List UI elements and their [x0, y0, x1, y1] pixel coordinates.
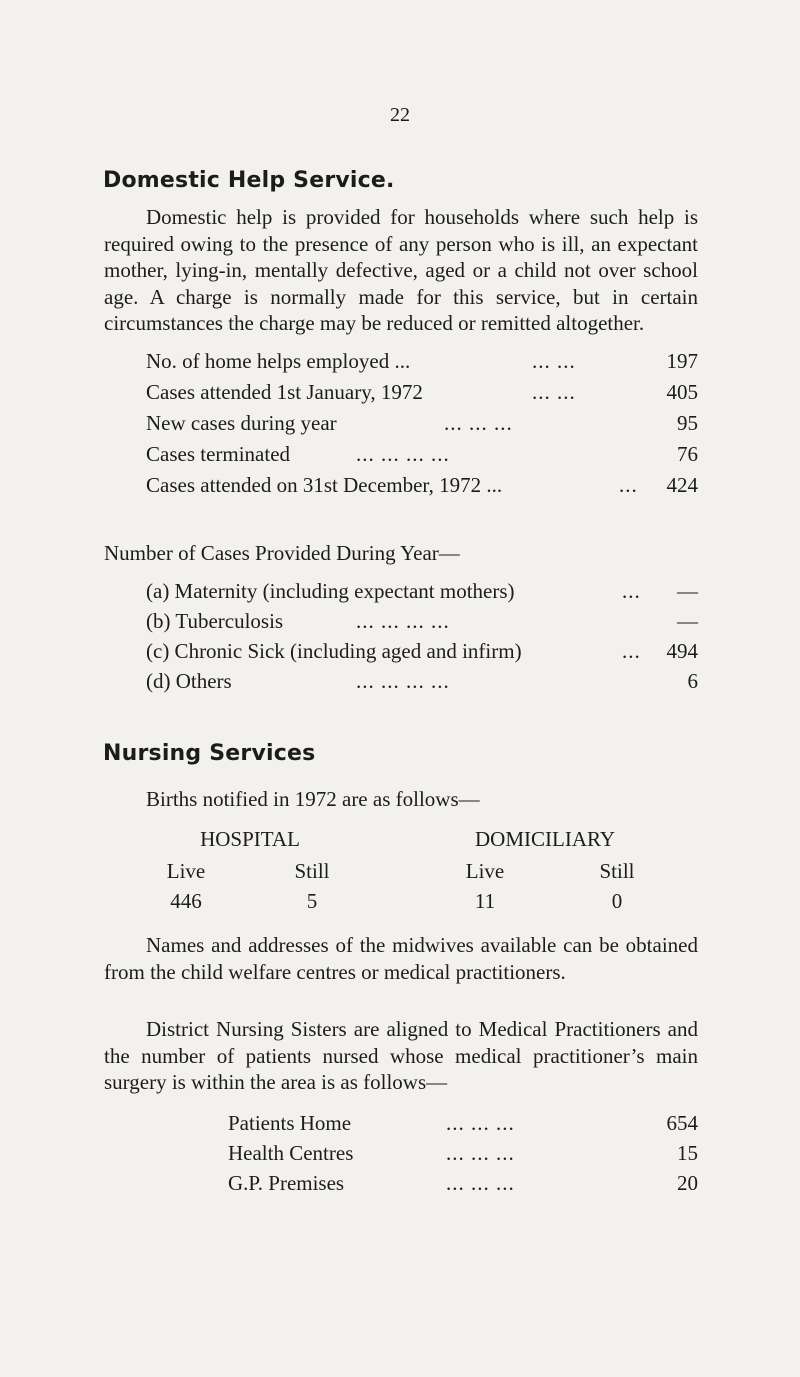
stat-row: [146, 348, 698, 374]
stat-value: 76: [677, 442, 698, 466]
group-header-domiciliary: DOMICILIARY: [475, 827, 615, 851]
column-header: Still: [599, 859, 635, 883]
case-row: [146, 668, 698, 694]
domestic-help-paragraph: [104, 204, 698, 337]
case-value: —: [677, 609, 698, 633]
leader-dots: ... ... ...: [446, 1111, 515, 1135]
leader-dots: ... ...: [532, 380, 576, 404]
stat-value: 95: [677, 411, 698, 435]
stat-row: [146, 410, 698, 436]
case-value: 494: [666, 639, 698, 663]
stat-label: New cases during year: [146, 411, 337, 435]
stat-label: Cases attended 1st January, 1972: [146, 380, 423, 404]
nursing-heading: Nursing Services: [103, 741, 316, 766]
stat-value: 197: [666, 349, 698, 373]
leader-dots: ...: [619, 473, 638, 497]
column-header: Live: [166, 859, 206, 883]
case-label: (c) Chronic Sick (including aged and infirm): [146, 639, 522, 663]
leader-dots: ... ... ...: [446, 1171, 515, 1195]
stat-value: 405: [666, 380, 698, 404]
stat-value: 424: [666, 473, 698, 497]
leader-dots: ...: [622, 579, 641, 603]
patients-row: [228, 1170, 698, 1196]
stat-label: Cases terminated: [146, 442, 291, 466]
patients-value: 15: [677, 1141, 698, 1165]
births-value: 0: [611, 889, 623, 913]
group-header-hospital: HOSPITAL: [200, 827, 300, 851]
leader-dots: ... ... ...: [446, 1141, 515, 1165]
case-value: —: [677, 579, 698, 603]
patients-value: 20: [677, 1171, 698, 1195]
stat-row: [146, 472, 698, 498]
births-value: 5: [306, 889, 318, 913]
midwives-paragraph: [104, 932, 698, 985]
case-label: (d) Others: [146, 669, 232, 693]
stat-label: Cases attended on 31st December, 1972 ...: [146, 473, 503, 497]
district-nursing-paragraph: [104, 1016, 698, 1096]
domestic-help-text: Domestic help is provided for households where such help is required owing to the presence of any person who is ill, an expectant mother, lying-in, mentally defective, aged or a child not over school age. A charge is normally made for this service, but in certain circumstances the charge may be reduced or remitted altogether.: [104, 205, 698, 335]
cases-title: Number of Cases Provided During Year—: [104, 541, 460, 565]
patients-label: Patients Home: [228, 1111, 352, 1135]
patients-row: [228, 1140, 698, 1166]
case-value: 6: [687, 669, 698, 693]
leader-dots: ... ... ...: [444, 411, 513, 435]
leader-dots: ... ... ... ...: [356, 669, 450, 693]
births-value: 11: [474, 889, 496, 913]
leader-dots: ... ...: [532, 349, 576, 373]
patients-label: G.P. Premises: [228, 1171, 345, 1195]
domestic-help-heading: Domestic Help Service.: [103, 168, 395, 193]
page-number: 22: [390, 104, 410, 126]
case-row: [146, 608, 698, 634]
case-row: [146, 578, 698, 604]
column-header: Live: [465, 859, 505, 883]
stat-row: [146, 379, 698, 405]
leader-dots: ... ... ... ...: [356, 442, 450, 466]
patients-label: Health Centres: [228, 1141, 354, 1165]
leader-dots: ...: [622, 639, 641, 663]
district-nursing-text: District Nursing Sisters are aligned to Medical Practitioners and the number of patients nursed whose medical practitioner’s main surgery is within the area is as follows—: [104, 1017, 698, 1094]
case-label: (a) Maternity (including expectant mothers): [146, 579, 515, 603]
stat-row: [146, 441, 698, 467]
midwives-text: Names and addresses of the midwives available can be obtained from the child welfare centres or medical practitioners.: [104, 933, 698, 984]
column-header: Still: [294, 859, 330, 883]
births-intro: Births notified in 1972 are as follows—: [146, 787, 480, 811]
case-row: [146, 638, 698, 664]
patients-value: 654: [666, 1111, 698, 1135]
patients-row: [228, 1110, 698, 1136]
stat-label: No. of home helps employed ...: [146, 349, 411, 373]
case-label: (b) Tuberculosis: [146, 609, 284, 633]
births-value: 446: [170, 889, 202, 913]
leader-dots: ... ... ... ...: [356, 609, 450, 633]
